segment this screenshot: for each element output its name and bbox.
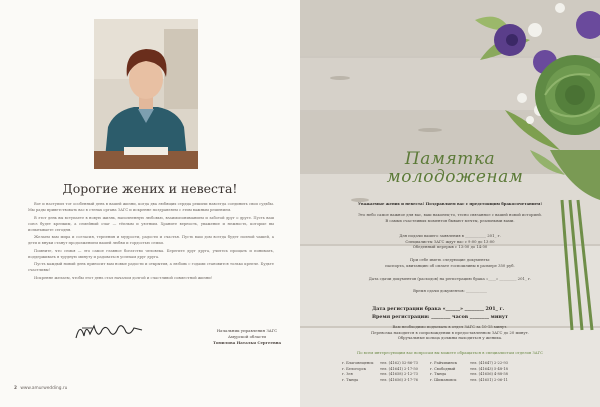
city-name: г. Свободный [430,366,456,371]
documents-info [300,257,600,268]
table-row [342,378,572,384]
welcome-letter [28,201,274,282]
contacts-title [300,350,600,356]
page-heading: Дорогие жених и невеста! [62,181,238,196]
submission-time: Время сдачи документов: ___________ [413,287,487,293]
city-name: г. Белогорск [342,366,366,371]
note-2: Перевозка находится в сопровождении в предоставленном ЗАГС до 20 минут. [370,329,530,335]
intro-line: Уважаемые жених и невеста! Поздравляем вас с предстоящим бракосочетанием! [357,201,543,206]
documents-text: паспорта, квитанцию об оплате госпошлины в размере 350 руб. [385,262,515,268]
letter-paragraph: Желаем вам мира и согласия, терпения и мудрости, радости и счастья. Пусть ваш дом всегда будет полной чашей, а дети и внуки станут продолжением вашей любви и гордостью семьи. [28,235,274,245]
welcome-line-2: В самых счастливых моментов бывают мечты, реальными вами. [385,217,515,223]
city-phone: тел. (41647) 2-22-93 [470,361,508,365]
letter-paragraph: Вот и наступил тот особенный день в вашей жизни, когда два любящих сердца решили навсегда соединить свои судьбы. Мы рады приветствовать вас в стенах органа ЗАГС и искренне поздравляем с этим важным решением. [28,202,274,212]
signature-position: Начальник управления ЗАГС [216,328,278,333]
signature-name: Томилова Наталья Сергеевна [212,340,282,346]
right-page [300,0,600,407]
signature-block [204,328,290,347]
city-phone: тел. (41643) 5-48-18 [470,366,508,371]
note-1: Вам необходимо подъехать в отдел ЗАГС за 10-15 минут. [392,324,508,329]
city-name: г. Райчихинск [430,361,457,365]
city-phone: тел. (41641) 2-17-50 [380,366,418,371]
note-3: Обручальные кольца должны находиться у жениха. [397,335,503,341]
memo-title [300,150,600,186]
submission-date: Дата сдачи документов (расходов) на регистрацию брака «____» _________ 201_ г. [368,276,532,281]
city-name: г. Зея [342,372,353,377]
registration-block [372,306,542,321]
registration-time: Время регистрации: ________ часов ________ минут [372,313,508,320]
contacts-table [342,361,572,383]
intro-text [300,201,600,207]
official-portrait-photo [94,19,198,169]
city-phone: тел. (41651) 2-06-11 [470,377,508,382]
website-link[interactable]: www.amurwedding.ru [20,386,68,391]
city-name: г. Шимановск [430,377,457,382]
signature-region: Амурской области [228,334,266,340]
page-number: 2 [14,386,17,391]
visit-info [300,233,600,250]
title-line-1: Памятка [404,149,496,169]
lunch-break: Обеденный перерыв с 13:00 до 14:00 [412,244,488,250]
submission-info [300,276,600,293]
title-line-2: молодоженам [386,167,524,187]
welcome-line-1: Это небо самое важное для вас, ваш наконец-то, тесно связанное с вашей новой историей. [358,212,542,217]
welcome-lines [300,212,600,223]
visit-line: Для подачи вашего заявления в ___________ 201_ г. [399,233,501,238]
letter-paragraph: В этот день вы вступаете в новую жизнь, наполненную любовью, взаимопониманием и заботой друг о друге. Пусть ваш союз будет крепким, а семейный очаг — тёплым и уютным. Храните верность, уважение и нежность, которые вы испытываете сегодня. [28,215,274,232]
documents-title: При себе иметь следующие документы: [409,257,491,262]
handwritten-signature [72,318,148,342]
letter-paragraph: Пусть каждый новый день приносит вам новые радости и открытия, а любовь с годами становится только крепче. Будьте счастливы! [28,262,274,272]
city-phone: тел. (4162) 52-86-73 [380,361,418,365]
city-phone: тел. (41656) 3-17-76 [380,377,418,382]
city-phone: тел. (41656) 4-88-58 [470,372,508,377]
city-name: г. Благовещенск [342,361,374,365]
specialists-hours: Специалисты ЗАГС ждут вас с 9:00 до 13:00 [405,238,495,244]
notes [300,324,600,341]
page-footer [14,386,67,391]
letter-paragraph: Помните, что семья — это самое главное богатство человека. Берегите друг друга, учитесь прощать и понимать, поддерживать в трудную минуту и радоваться успехам друг друга. [28,248,274,259]
city-name: г. Тында [430,372,447,377]
registration-date: Дата регистрации брака «______» ________ 201_ г. [372,306,505,312]
letter-paragraph: Искренне желаем, чтобы этот день стал началом долгой и счастливой совместной жизни! [34,275,213,280]
city-phone: тел. (41658) 2-12-73 [380,372,418,377]
city-name: г. Тында [342,377,359,382]
contacts-title-text: По всем интересующим вас вопросам вы можете обращаться в специалистам отделов ЗАГС [356,350,543,355]
